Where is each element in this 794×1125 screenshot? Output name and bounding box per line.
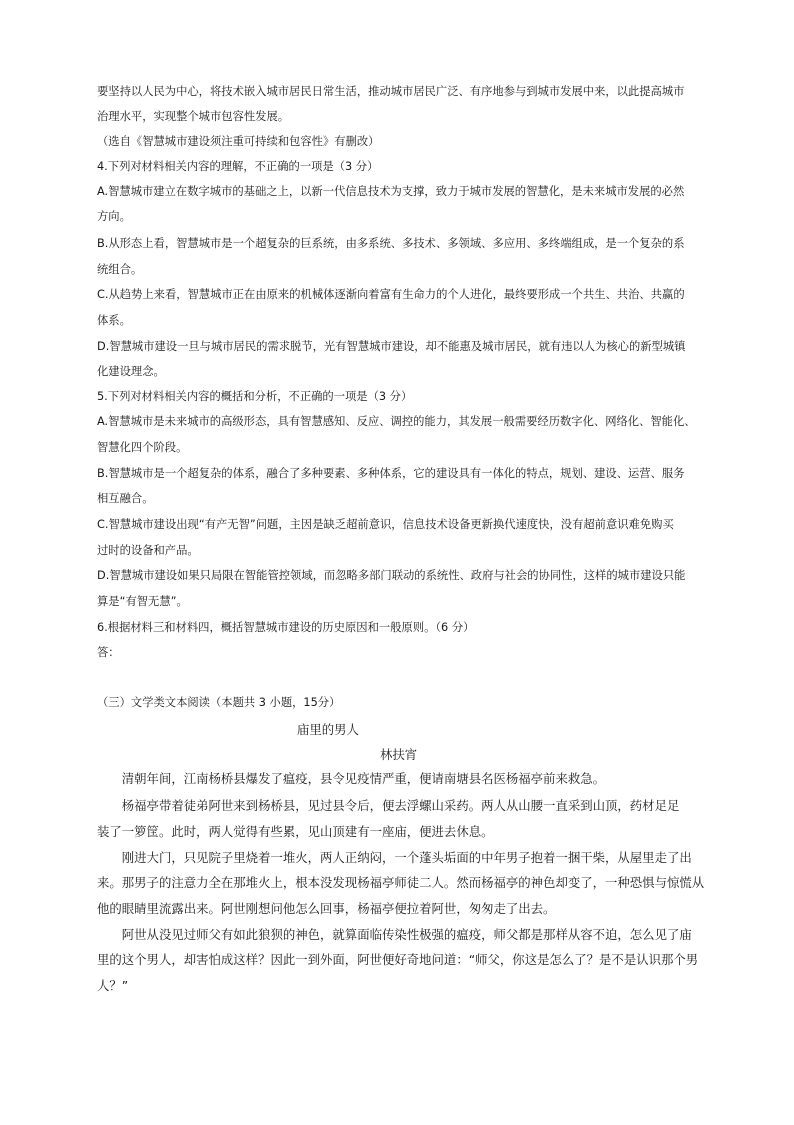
story-paragraph: 清朝年间，江南杨桥县爆发了瘟疫，县令见疫情严重，便请南塘县名医杨福亭前来救急。 <box>97 771 606 786</box>
answer-label: 答： <box>97 646 120 659</box>
story-paragraph: 阿世从没见过师父有如此狼狈的神色，就算面临传染性极强的瘟疫，师父都是那样从容不迫，怎么见了庙 <box>97 927 692 942</box>
q4-option-d: D.智慧城市建设一旦与城市居民的需求脱节，光有智慧城市建设，却不能惠及城市居民，就有违以人为核心的新型城镇 <box>97 340 686 353</box>
story-paragraph: 刚进大门，只见院子里烧着一堆火，两人正纳闷，一个蓬头垢面的中年男子抱着一捆干柴，从屋里走了出 <box>97 850 692 865</box>
material-line: 要坚持以人民为中心，将技术嵌入城市居民日常生活，推动城市居民广泛、有序地参与到城市发展中来，以此提高城市 <box>97 85 685 98</box>
story-title: 庙里的男人 <box>297 722 359 737</box>
q4-option-c: C.从趋势上来看，智慧城市正在由原来的机械体逐渐向着富有生命力的个人进化，最终要形成一个共生、共治、共赢的 <box>97 288 685 301</box>
q5-option-c: C.智慧城市建设出现“有产无智”问题，主因是缺乏超前意识，信息技术设备更新换代速度快，没有超前意识难免购买 <box>97 518 674 531</box>
q4-option-d-cont: 化建设理念。 <box>97 365 165 378</box>
story-paragraph-cont: 他的眼睛里流露出来。阿世刚想问他怎么回事，杨福亭便拉着阿世，匆匆走了出去。 <box>97 901 556 916</box>
material-line: 治理水平，实现整个城市包容性发展。 <box>97 110 290 123</box>
q4-option-b: B.从形态上看，智慧城市是一个超复杂的巨系统，由多系统、多技术、多领域、多应用、多终端组成，是一个复杂的系 <box>97 237 685 250</box>
story-paragraph: 杨福亭带着徒弟阿世来到杨桥县，见过县令后，便去浮螺山采药。两人从山腰一直采到山顶，药材足足 <box>97 798 680 813</box>
q5-option-b: B.智慧城市是一个超复杂的体系，融合了多种要素、多种体系，它的建设具有一体化的特点，规划、建设、运营、服务 <box>97 467 685 480</box>
story-paragraph-cont: 装了一箩筐。此时，两人觉得有些累，见山顶建有一座庙，便进去休息。 <box>97 824 494 839</box>
q5-option-c-cont: 过时的设备和产品。 <box>97 544 199 557</box>
question-5-stem: 5.下列对材料相关内容的概括和分析，不正确的一项是（3 分） <box>97 390 413 403</box>
q5-option-d-cont: 算是“有智无慧”。 <box>97 595 188 608</box>
q4-option-b-cont: 统组合。 <box>97 263 143 276</box>
question-6-stem: 6.根据材料三和材料四，概括智慧城市建设的历史原因和一般原则。（6 分） <box>97 621 475 634</box>
story-paragraph-cont: 里的这个男人，却害怕成这样？因此一到外面，阿世便好奇地问道：“师父，你这是怎么了？是不是认识那个男 <box>97 952 699 967</box>
q4-option-a: A.智慧城市建立在数字城市的基础之上，以新一代信息技术为支撑，致力于城市发展的智慧化，是未来城市发展的必然 <box>97 185 685 198</box>
material-source: （选自《智慧城市建设须注重可持续和包容性》有删改） <box>97 135 380 148</box>
q5-option-b-cont: 相互融合。 <box>97 492 154 505</box>
question-4-stem: 4.下列对材料相关内容的理解，不正确的一项是（3 分） <box>97 160 379 173</box>
story-paragraph-cont: 来。那男子的注意力全在那堆火上，根本没发现杨福亭师徒二人。然而杨福亭的神色却变了，一种恐惧与惊慌从 <box>97 875 705 890</box>
story-author: 林扶宵 <box>380 747 418 762</box>
story-paragraph-cont: 人？” <box>97 978 129 993</box>
q4-option-c-cont: 体系。 <box>97 314 131 327</box>
q5-option-a: A.智慧城市是未来城市的高级形态，具有智慧感知、反应、调控的能力，其发展一般需要经历数字化、网络化、智能化、 <box>97 415 696 428</box>
q5-option-d: D.智慧城市建设如果只局限在智能管控领域，而忽略多部门联动的系统性、政府与社会的协同性，这样的城市建设只能 <box>97 569 686 582</box>
q5-option-a-cont: 智慧化四个阶段。 <box>97 441 188 454</box>
section-heading: （三）文学类文本阅读（本题共 3 小题，15分） <box>97 696 341 709</box>
q4-option-a-cont: 方向。 <box>97 210 131 223</box>
